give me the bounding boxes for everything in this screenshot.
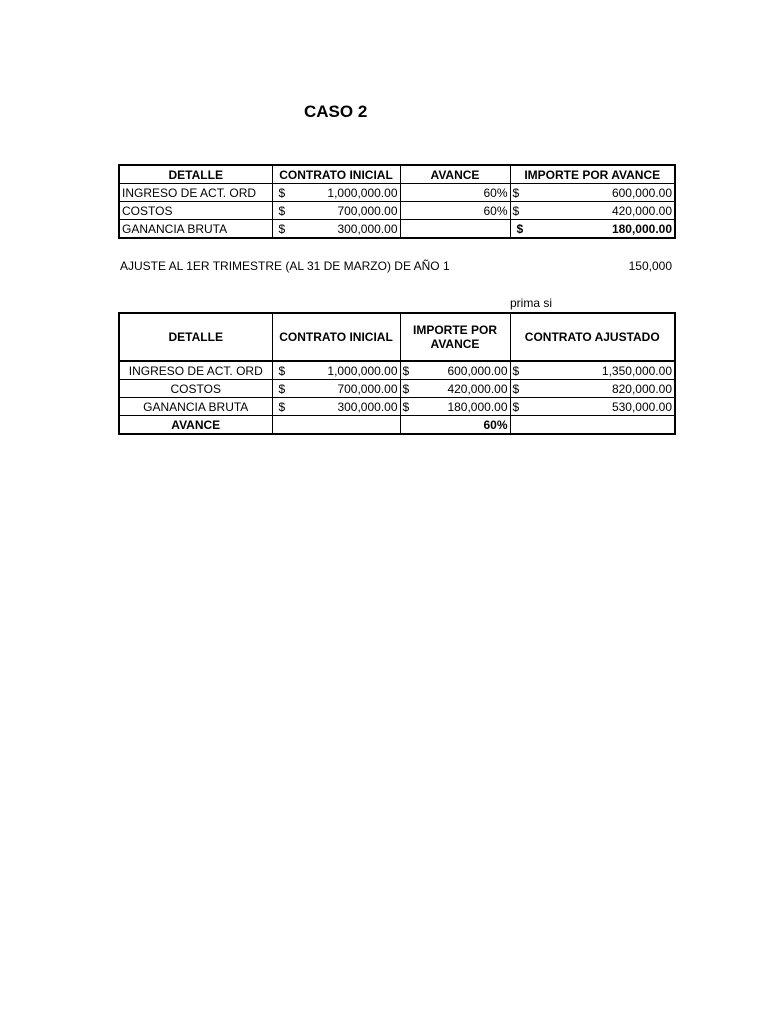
importe-cell: [510, 220, 675, 239]
contrato-cell: [272, 380, 400, 398]
currency-symbol: $: [278, 381, 286, 396]
amount: 820,000.00: [611, 381, 672, 396]
currency-symbol: $: [512, 399, 520, 414]
importe-cell: [510, 184, 675, 202]
table-adjusted-contract: [118, 312, 676, 435]
importe-cell: [510, 202, 675, 220]
importe-cell: [400, 398, 510, 416]
detalle-cell: GANANCIA BRUTA: [119, 220, 272, 239]
ajustado-cell: [510, 398, 675, 416]
table-row: [119, 380, 675, 398]
currency-symbol: $: [278, 185, 286, 200]
currency-symbol: $: [278, 221, 286, 236]
currency-symbol: $: [402, 363, 410, 378]
contrato-cell: [272, 202, 400, 220]
currency-symbol: $: [278, 203, 286, 218]
amount: 1,000,000.00: [327, 363, 398, 378]
detalle-cell: INGRESO DE ACT. ORD: [119, 361, 272, 380]
detalle-cell: INGRESO DE ACT. ORD: [119, 184, 272, 202]
header-cell: IMPORTE POR AVANCE: [400, 313, 510, 361]
contrato-cell: [272, 220, 400, 239]
amount: 1,350,000.00: [601, 363, 672, 378]
amount: 180,000.00: [611, 221, 672, 236]
amount: 600,000.00: [611, 185, 672, 200]
header-cell: CONTRATO AJUSTADO: [510, 313, 675, 361]
contrato-cell: [272, 184, 400, 202]
table-caso-2-contract: [118, 164, 676, 239]
page-title: CASO 2: [304, 102, 368, 121]
note-text: prima si: [510, 296, 553, 310]
empty-cell: [510, 416, 675, 435]
table-row: [119, 220, 675, 239]
currency-symbol: $: [516, 221, 524, 236]
amount: 420,000.00: [611, 203, 672, 218]
avance-cell: 60%: [400, 184, 510, 202]
currency-symbol: $: [278, 363, 286, 378]
header-cell: AVANCE: [400, 165, 510, 184]
detalle-cell: GANANCIA BRUTA: [119, 398, 272, 416]
avance-label: AVANCE: [119, 416, 272, 435]
amount: 530,000.00: [611, 399, 672, 414]
currency-symbol: $: [512, 363, 520, 378]
table-header-row: [119, 165, 675, 184]
currency-symbol: $: [512, 185, 520, 200]
header-cell: CONTRATO INICIAL: [272, 313, 400, 361]
avance-cell: [400, 220, 510, 239]
table-footer-row: [119, 416, 675, 435]
avance-value: 60%: [400, 416, 510, 435]
header-cell: IMPORTE POR AVANCE: [510, 165, 675, 184]
ajustado-cell: [510, 380, 675, 398]
table-row: [119, 398, 675, 416]
amount: 180,000.00: [447, 399, 508, 414]
table-row: [119, 361, 675, 380]
header-cell: DETALLE: [119, 165, 272, 184]
importe-cell: [400, 380, 510, 398]
amount: 600,000.00: [447, 363, 508, 378]
table-row: [119, 184, 675, 202]
currency-symbol: $: [512, 203, 520, 218]
amount: 700,000.00: [337, 203, 398, 218]
ajustado-cell: [510, 361, 675, 380]
amount: 300,000.00: [337, 221, 398, 236]
amount: 420,000.00: [447, 381, 508, 396]
amount: 1,000,000.00: [327, 185, 398, 200]
table-row: [119, 202, 675, 220]
adjustment-value: 150,000: [628, 259, 672, 273]
currency-symbol: $: [278, 399, 286, 414]
header-cell: CONTRATO INICIAL: [272, 165, 400, 184]
detalle-cell: COSTOS: [119, 202, 272, 220]
currency-symbol: $: [402, 399, 410, 414]
adjustment-label: AJUSTE AL 1ER TRIMESTRE (AL 31 DE MARZO) DE AÑO 1: [120, 259, 450, 273]
detalle-cell: COSTOS: [119, 380, 272, 398]
contrato-cell: [272, 361, 400, 380]
currency-symbol: $: [402, 381, 410, 396]
avance-cell: 60%: [400, 202, 510, 220]
amount: 300,000.00: [337, 399, 398, 414]
amount: 700,000.00: [337, 381, 398, 396]
table-header-row: [119, 313, 675, 361]
empty-cell: [272, 416, 400, 435]
contrato-cell: [272, 398, 400, 416]
importe-cell: [400, 361, 510, 380]
header-cell: DETALLE: [119, 313, 272, 361]
currency-symbol: $: [512, 381, 520, 396]
